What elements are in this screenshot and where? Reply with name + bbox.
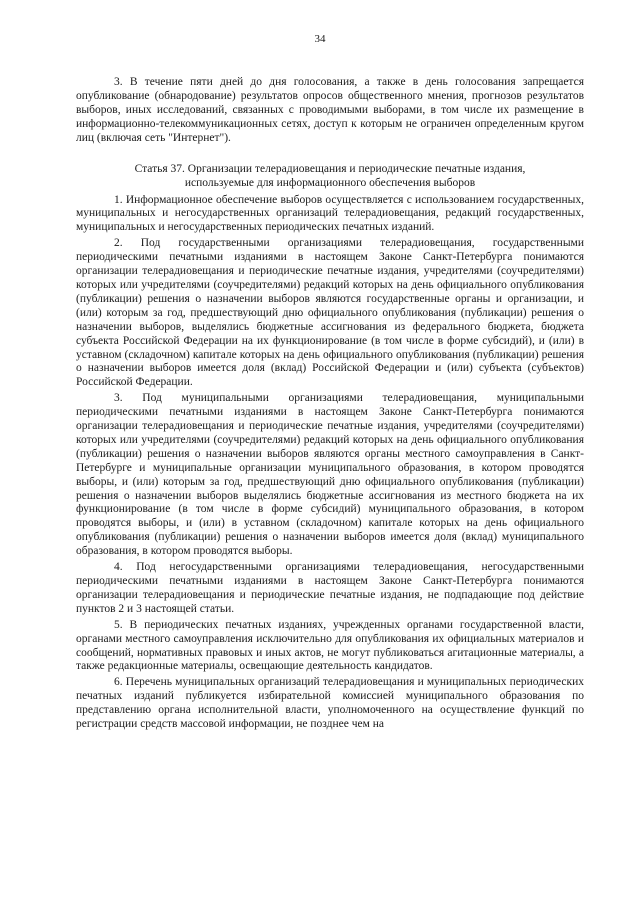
article-paragraph-1: 1. Информационное обеспечение выборов осуществляется с использованием государственных, муниципальных и негосударственных организаций телерадиовещания, редакций государственных, муниципальных и негосударственных периодических печатных изданий. [76, 193, 584, 234]
paragraph-item-3-prev-article: 3. В течение пяти дней до дня голосования, а также в день голосования запрещается опубликование (обнародование) результатов опросов общественного мнения, прогнозов результатов выборов, иных исследований, связанных с проводимыми выборами, в том числе их размещение в информационно-телекоммуникационных сетях, доступ к которым не ограничен определенным кругом лиц (включая сеть "Интернет"). [76, 76, 584, 144]
page-body [76, 76, 584, 734]
article-heading: Статья 37. Организации телерадиовещания и периодические печатные издания, используемые для информационного обеспечения выборов [134, 162, 526, 189]
page-number: 34 [314, 33, 326, 45]
article-paragraph-5: 5. В периодических печатных изданиях, учрежденных органами государственной власти, органами местного самоуправления исключительно для опубликования их официальных материалов и сообщений, нормативных правовых и иных актов, не могут публиковаться агитационные материалы, а также редакционные материалы, освещающие деятельность кандидатов. [76, 618, 584, 673]
article-paragraph-2: 2. Под государственными организациями телерадиовещания, государственными периодическими печатными изданиями в настоящем Законе Санкт-Петербурга понимаются организации телерадиовещания и периодические печатные издания, учредителями (соучредителями) которых или учредителями (соучредителями) редакций которых на день официального опубликования (публикации) решения о назначении выборов являются государственные органы и организации, и (или) которым за год, предшествующий дню официального опубликования (публикации) решения о назначении выборов, выделялись бюджетные ассигнования из федерального бюджета, бюджета субъекта Российской Федерации на их функционирование (в том числе в форме субсидий), и (или) в уставном (складочном) капитале которых на день официального опубликования (публикации) решения о назначении выборов имеется доля (вклад) Российской Федерации и (или) субъекта (субъектов) Российской Федерации. [76, 237, 584, 389]
article-paragraph-4: 4. Под негосударственными организациями телерадиовещания, негосударственными периодическими печатными изданиями в настоящем Законе Санкт-Петербурга понимаются организации телерадиовещания и периодические печатные издания, не подпадающие под действие пунктов 2 и 3 настоящей статьи. [76, 561, 584, 615]
article-paragraph-3: 3. Под муниципальными организациями телерадиовещания, муниципальными периодическими печатными изданиями в настоящем Законе Санкт-Петербурга понимаются организации телерадиовещания и периодические печатные издания, учредителями (соучредителями) которых или учредителями (соучредителями) редакций которых на день официального опубликования (публикации) решения о назначении выборов являются органы местного самоуправления в Санкт-Петербурге и муниципальные организации муниципального образования, в котором проводятся выборы, и (или) которым за год, предшествующий дню официального опубликования (публикации) решения о назначении выборов выделялись бюджетные ассигнования из местного бюджета на их функционирование (в том числе в форме субсидий) муниципального образования, в котором проводятся выборы, и (или) в уставном (складочном) капитале которых на день официального опубликования (публикации) решения о назначении выборов имеется доля (вклад) муниципального образования, в котором проводятся выборы. [76, 392, 584, 558]
article-paragraph-6: 6. Перечень муниципальных организаций телерадиовещания и муниципальных периодических печатных изданий публикуется избирательной комиссией муниципального образования по представлению органа исполнительной власти, уполномоченного на осуществление функций по регистрации средств массовой информации, не позднее чем на [76, 676, 584, 731]
